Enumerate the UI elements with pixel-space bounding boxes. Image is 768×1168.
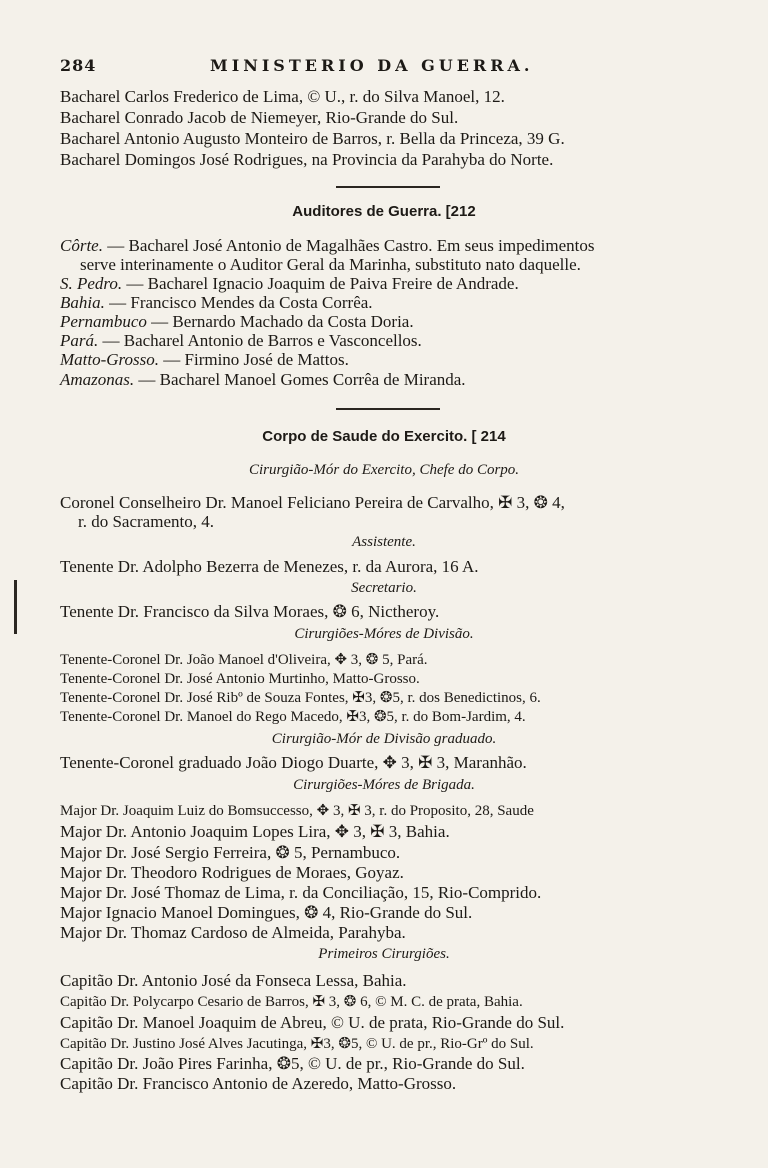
subheading-divisao-graduado: Cirurgião-Mór de Divisão graduado.	[271, 731, 497, 747]
secretario-line: Tenente Dr. Francisco da Silva Moraes, ❂ 6, Nictheroy.	[60, 602, 440, 621]
running-title: MINISTERIO DA GUERRA.	[210, 56, 534, 75]
auditor-place: Matto-Grosso.	[60, 350, 160, 369]
auditor-text: — Bacharel Manoel Gomes Corrêa de Miranda.	[138, 370, 466, 389]
divisao-entry: Tenente-Coronel Dr. Manoel do Rego Macedo, ✠3, ❂5, r. do Bom-Jardim, 4.	[60, 709, 526, 725]
divisao-entry: Tenente-Coronel Dr. José Antonio Murtinho, Matto-Grosso.	[60, 671, 420, 687]
brigada-entry: Major Dr. Theodoro Rodrigues de Moraes, Goyaz.	[60, 863, 404, 882]
auditor-text: serve interinamente o Auditor Geral da Marinha, substituto nato daquelle.	[80, 255, 581, 274]
brigada-entry: Major Dr. José Sergio Ferreira, ❂ 5, Pernambuco.	[60, 843, 401, 862]
primeiros-entry: Capitão Dr. Justino José Alves Jacutinga, ✠3, ❂5, © U. de pr., Rio-Grº do Sul.	[60, 1036, 534, 1052]
subheading-assistente: Assistente.	[352, 534, 416, 550]
subheading-brigada: Cirurgiões-Móres de Brigada.	[293, 777, 475, 793]
corpo-title: Corpo de Saude do Exercito.	[262, 428, 468, 445]
primeiros-entry: Capitão Dr. João Pires Farinha, ❂5, © U. de pr., Rio-Grande do Sul.	[60, 1054, 525, 1073]
corpo-ref: [ 214	[471, 428, 506, 445]
brigada-entry: Major Dr. Thomaz Cardoso de Almeida, Parahyba.	[60, 923, 406, 942]
brigada-entry: Major Dr. Antonio Joaquim Lopes Lira, ✥ 3, ✠ 3, Bahia.	[60, 822, 450, 841]
page-header	[60, 56, 700, 80]
section-divider	[336, 186, 440, 188]
intro-line: Bacharel Antonio Augusto Monteiro de Barros, r. Bella da Princeza, 39 G.	[60, 129, 565, 148]
divisao-entry: Tenente-Coronel Dr. João Manoel d'Oliveira, ✥ 3, ❂ 5, Pará.	[60, 652, 428, 668]
auditor-entry	[60, 349, 349, 371]
auditor-place: Amazonas.	[60, 370, 135, 389]
chefe-line: Coronel Conselheiro Dr. Manoel Feliciano Pereira de Carvalho, ✠ 3, ❂ 4,	[60, 493, 565, 512]
auditor-place: Pará.	[60, 331, 99, 350]
intro-line: Bacharel Conrado Jacob de Niemeyer, Rio-Grande do Sul.	[60, 108, 459, 127]
chefe-line: r. do Sacramento, 4.	[78, 512, 214, 531]
subheading-divisao: Cirurgiões-Móres de Divisão.	[294, 626, 474, 642]
assistente-line: Tenente Dr. Adolpho Bezerra de Menezes, r. da Aurora, 16 A.	[60, 557, 479, 576]
auditor-text: — Francisco Mendes da Costa Corrêa.	[109, 293, 373, 312]
auditor-place: Côrte.	[60, 236, 103, 255]
brigada-entry: Major Dr. José Thomaz de Lima, r. da Conciliação, 15, Rio-Comprido.	[60, 883, 542, 902]
section-divider	[336, 408, 440, 410]
corpo-heading	[0, 428, 768, 445]
divisao-graduado-line: Tenente-Coronel graduado João Diogo Duarte, ✥ 3, ✠ 3, Maranhão.	[60, 753, 527, 772]
divisao-entry: Tenente-Coronel Dr. José Ribº de Souza Fontes, ✠3, ❂5, r. dos Benedictinos, 6.	[60, 690, 541, 706]
auditor-text: — Bacharel Antonio de Barros e Vasconcellos.	[102, 331, 422, 350]
auditores-heading	[0, 203, 768, 220]
auditor-place: Bahia.	[60, 293, 105, 312]
auditor-entry	[60, 369, 466, 391]
auditor-place: Pernambuco	[60, 312, 147, 331]
intro-line: Bacharel Carlos Frederico de Lima, © U., r. do Silva Manoel, 12.	[60, 87, 505, 106]
primeiros-entry: Capitão Dr. Antonio José da Fonseca Lessa, Bahia.	[60, 971, 407, 990]
auditores-title: Auditores de Guerra.	[292, 203, 442, 220]
primeiros-entry: Capitão Dr. Francisco Antonio de Azeredo, Matto-Grosso.	[60, 1074, 457, 1093]
auditor-text: — Bernardo Machado da Costa Doria.	[151, 312, 414, 331]
auditor-text: — Bacharel Ignacio Joaquim de Paiva Freire de Andrade.	[126, 274, 519, 293]
page-number: 284	[60, 56, 97, 75]
auditor-place: S. Pedro.	[60, 274, 123, 293]
auditores-ref: [212	[445, 203, 476, 220]
brigada-entry: Major Dr. Joaquim Luiz do Bomsuccesso, ✥ 3, ✠ 3, r. do Proposito, 28, Saude	[60, 803, 534, 819]
subheading-primeiros: Primeiros Cirurgiões.	[318, 946, 450, 962]
primeiros-entry: Capitão Dr. Manoel Joaquim de Abreu, © U. de prata, Rio-Grande do Sul.	[60, 1013, 565, 1032]
brigada-entry: Major Ignacio Manoel Domingues, ❂ 4, Rio-Grande do Sul.	[60, 903, 473, 922]
subheading-secretario: Secretario.	[351, 580, 417, 596]
auditor-text: — Firmino José de Mattos.	[163, 350, 349, 369]
primeiros-entry: Capitão Dr. Polycarpo Cesario de Barros, ✠ 3, ❂ 6, © M. C. de prata, Bahia.	[60, 994, 523, 1010]
intro-line: Bacharel Domingos José Rodrigues, na Provincia da Parahyba do Norte.	[60, 150, 554, 169]
margin-ink-mark	[14, 580, 17, 634]
auditor-text: — Bacharel José Antonio de Magalhães Castro. Em seus impedimentos	[107, 236, 595, 255]
subheading-chefe: Cirurgião-Mór do Exercito, Chefe do Corpo.	[248, 462, 520, 478]
